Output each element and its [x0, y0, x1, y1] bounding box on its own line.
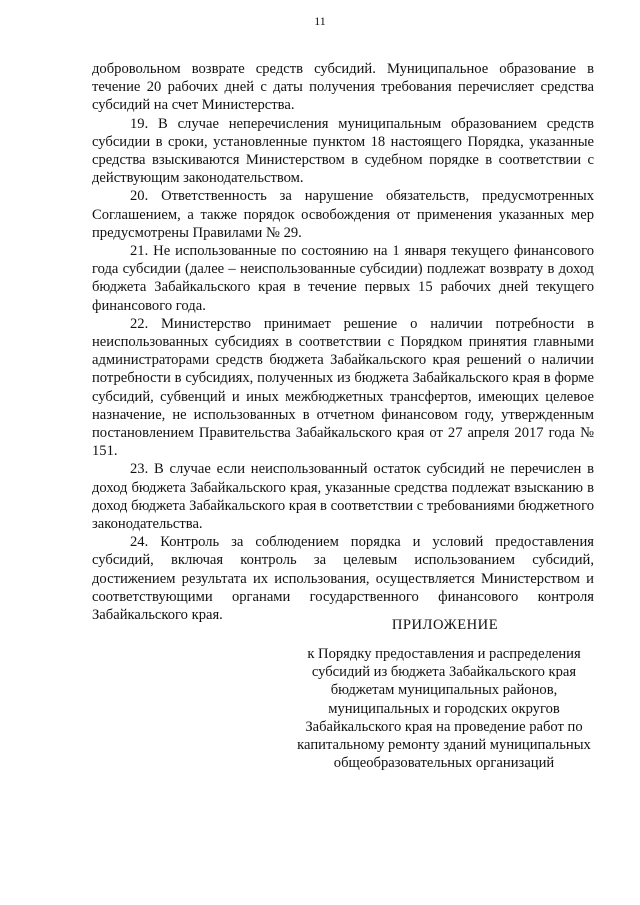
page-number: 11	[314, 14, 326, 28]
appendix-line: бюджетам муниципальных районов,	[330, 682, 558, 699]
appendix-line: к Порядку предоставления и распределения	[307, 646, 581, 662]
paragraph-19: 19. В случае неперечисления муниципальным образованием средств субсидии в сроки, установленные пунктом 18 настоящего Порядка, указанные средства взыскиваются Министерством в судебном порядке в соответствии с действующим законодательством.	[92, 115, 594, 187]
appendix-note	[282, 645, 606, 772]
paragraph-22: 22. Министерство принимает решение о наличии потребности в неиспользованных субсидиях в соответствии с Порядком принятия главными администраторами средств бюджета Забайкальского края решений о наличии потребности в субсидиях, полученных из бюджета Забайкальского края в форме субсидий, субвенций и иных межбюджетных трансфертов, имеющих целевое назначение, не использованных в отчетном финансовом году, утвержденным постановлением Правительства Забайкальского края от 27 апреля 2017 года № 151.	[92, 315, 594, 460]
appendix-line: муниципальных и городских округов	[328, 700, 560, 717]
paragraph-24: 24. Контроль за соблюдением порядка и условий предоставления субсидий, включая контроль за целевым использованием субсидий, достижением результата их использования, осуществляется Министерством и соответствующими органами государственного финансового контроля Забайкальского края.	[92, 534, 594, 624]
document-body	[92, 60, 594, 624]
paragraph-20: 20. Ответственность за нарушение обязательств, предусмотренных Соглашением, а также порядок освобождения от применения указанных мер предусмотрены Правилами № 29.	[92, 188, 594, 241]
paragraph-23: 23. В случае если неиспользованный остаток субсидий не перечислен в доход бюджета Забайкальского края, указанные средства подлежат взысканию в доход бюджета Забайкальского края в соответствии с требованиями бюджетного законодательства.	[92, 461, 594, 533]
appendix-title: ПРИЛОЖЕНИЕ	[391, 617, 499, 633]
paragraph-continuation: добровольном возврате средств субсидий. Муниципальное образование в течение 20 рабочих дней с даты получения требования перечисляет средства субсидий на счет Министерства.	[92, 61, 594, 114]
appendix-line: общеобразовательных организаций	[333, 755, 555, 772]
paragraph-21: 21. Не использованные по состоянию на 1 января текущего финансового года субсидии (далее – неиспользованные субсидии) подлежат возврату в доход бюджета Забайкальского края в течение первых 15 рабочих дней текущего финансового года.	[92, 243, 594, 314]
appendix-line: капитальному ремонту зданий муниципальных	[297, 737, 591, 754]
appendix-line: субсидий из бюджета Забайкальского края	[311, 664, 577, 681]
appendix-line: Забайкальского края на проведение работ по	[305, 718, 583, 735]
